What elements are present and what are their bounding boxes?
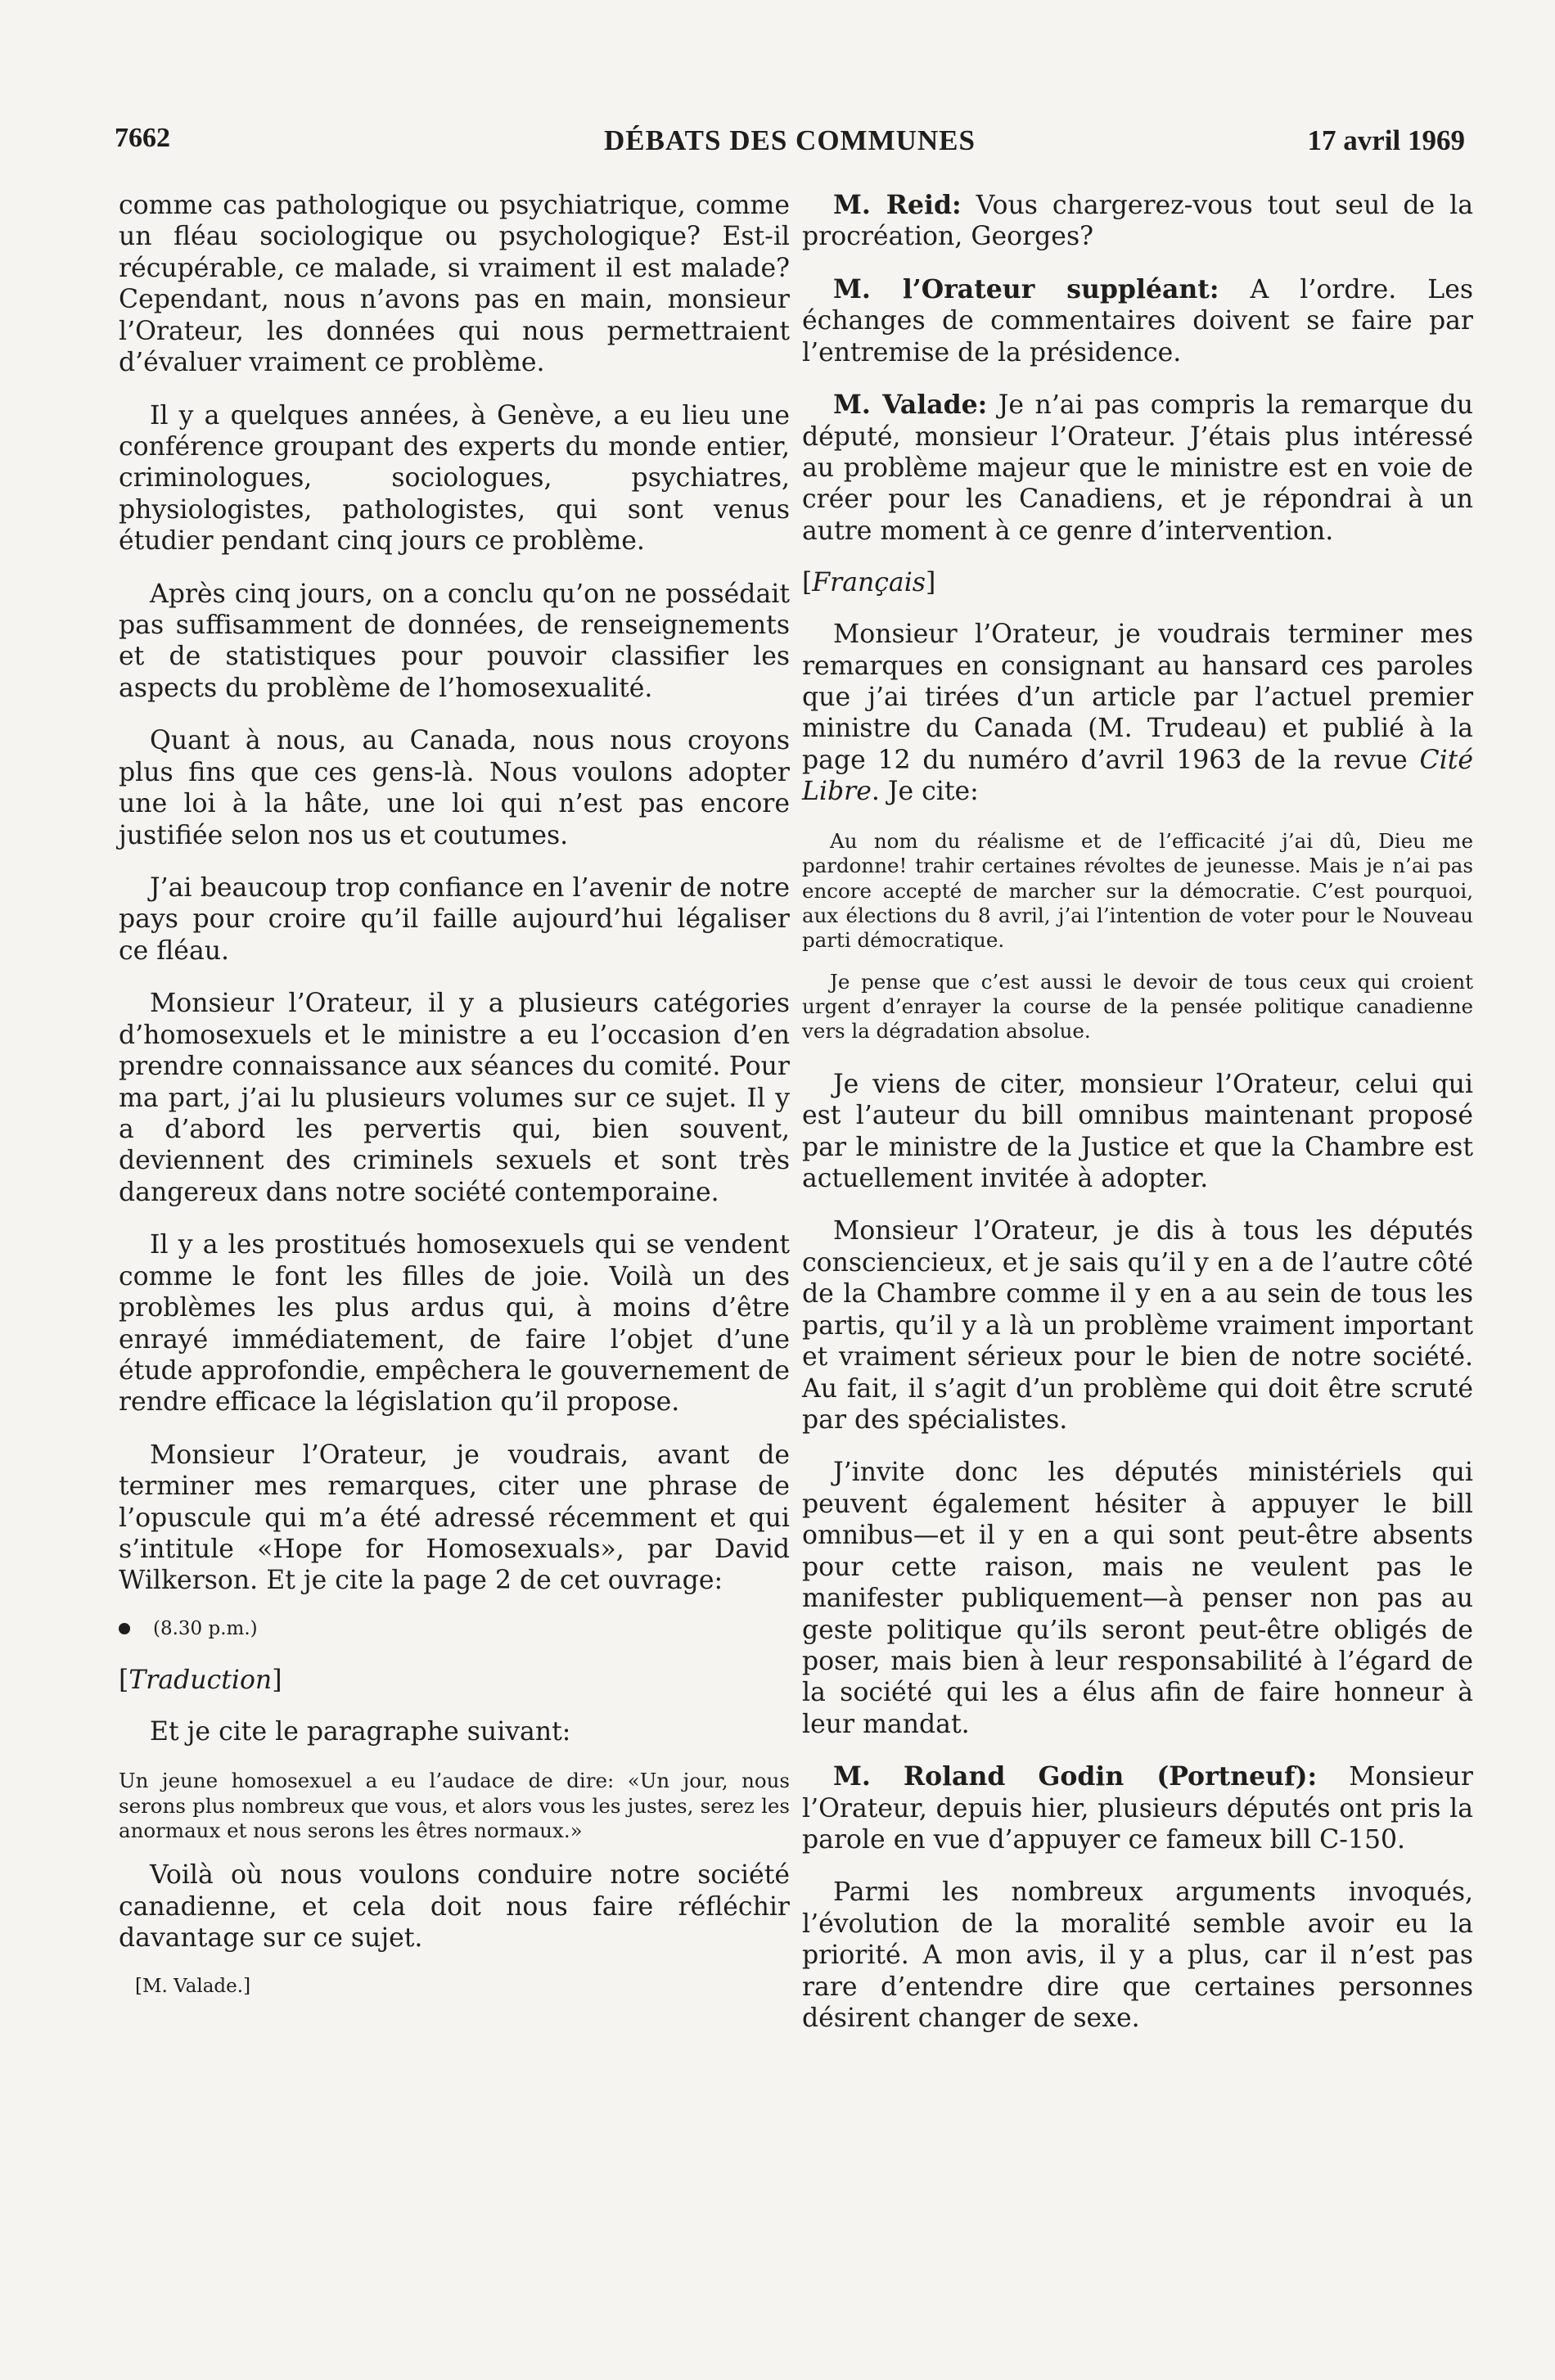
publication-title: Cité Libre	[802, 745, 1473, 807]
french-marker: [Français]	[802, 568, 936, 598]
speaker-name: M. Reid:	[833, 190, 962, 220]
french-marker-text: Français	[812, 568, 926, 598]
speech-godin	[802, 1761, 1473, 1855]
paragraph: Quant à nous, au Canada, nous nous croyons plus fins que ces gens-là. Nous voulons adopter une loi à la hâte, une loi qui n’est pas encore justifiée selon nos us et coutumes.	[119, 726, 790, 850]
paragraph: J’ai beaucoup trop confiance en l’avenir de notre pays pour croire qu’il faille aujourd’hui légaliser ce fléau.	[119, 873, 790, 966]
page-header	[115, 123, 1465, 164]
paragraph: Et je cite le paragraphe suivant:	[150, 1716, 571, 1747]
speaker-attribution: [M. Valade.]	[135, 1975, 251, 1997]
speaker-name: M. l’Orateur suppléant:	[833, 273, 1219, 304]
speech-valade	[802, 390, 1473, 547]
paragraph: Il y a les prostitués homosexuels qui se vendent comme le font les filles de joie. Voilà un des problèmes les plus ardus qui, à moins d’être enrayé immédiatement, de faire l’objet d’une étude approfondie, empêchera le gouvernement de rendre efficace la législation qu’il propose.	[119, 1230, 790, 1418]
speech-text: Vous chargerez-vous tout seul de la procréation, Georges?	[802, 191, 1473, 252]
block-quote: Un jeune homosexuel a eu l’audace de dire: «Un jour, nous serons plus nombreux que vous, et alors vous les justes, serez les anormaux et nous serons les êtres normaux.»	[119, 1769, 790, 1843]
speech-reid	[802, 190, 1473, 253]
speech-text: A l’ordre. Les échanges de commentaires doivent se faire par l’entremise de la présidence.	[802, 274, 1473, 367]
paragraph	[802, 619, 1473, 808]
timestamp-text: (8.30 p.m.)	[153, 1617, 258, 1639]
block-quote: Je pense que c’est aussi le devoir de tous ceux qui croient urgent d’enrayer la course de la pensée politique canadienne vers la dégradation absolue.	[802, 969, 1473, 1044]
paragraph: comme cas pathologique ou psychiatrique, comme un fléau sociologique ou psychologique? Est-il récupérable, ce malade, si vraiment il est malade? Cependant, nous n’avons pas en main, monsieur l’Orateur, les données qui nous permettraient d’évaluer vraiment ce problème.	[119, 191, 790, 378]
speech-orateur-suppleant	[802, 274, 1473, 368]
paragraph: Monsieur l’Orateur, il y a plusieurs catégories d’homosexuels et le ministre a eu l’occasion d’en prendre connaissance aux séances du comité. Pour ma part, j’ai lu plusieurs volumes sur ce sujet. Il y a d’abord les pervertis qui, bien souvent, deviennent des criminels sexuels et sont très dangereux dans notre société contemporaine.	[119, 989, 790, 1207]
running-head: DÉBATS DES COMMUNES	[604, 124, 976, 156]
page-date: 17 avril 1969	[1307, 124, 1465, 156]
block-quote: Au nom du réalisme et de l’efficacité j’ai dû, Dieu me pardonne! trahir certaines révoltes de jeunesse. Mais je n’ai pas encore accepté de marcher sur la démocratie. C’est pourquoi, aux élections du 8 avril, j’ai l’intention de voter pour le Nouveau parti démocratique.	[802, 828, 1473, 953]
speaker-name: M. Roland Godin (Portneuf):	[833, 1761, 1318, 1792]
paragraph: Après cinq jours, on a conclu qu’on ne possédait pas suffisamment de données, de renseignements et de statistiques pour pouvoir classifier les aspects du problème de l’homosexualité.	[119, 579, 790, 703]
paragraph: Monsieur l’Orateur, je voudrais, avant de terminer mes remarques, citer une phrase de l’opuscule qui m’a été adressé récemment et qui s’intitule «Hope for Homosexuals», par David Wilkerson. Et je cite la page 2 de cet ouvrage:	[119, 1440, 790, 1596]
page-number: 7662	[115, 123, 170, 153]
paragraph: Il y a quelques années, à Genève, a eu lieu une conférence groupant des experts du monde entier, criminologues, sociologues, psychiatres, physiologistes, pathologistes, qui sont venus étudier pendant cinq jours ce problème.	[119, 400, 790, 557]
paragraph-text-end: . Je cite:	[871, 777, 979, 807]
translation-marker-text: Traduction	[128, 1665, 273, 1695]
paragraph-text: Monsieur l’Orateur, je voudrais terminer mes remarques en consignant au hansard ces paroles que j’ai tirées d’un article par l’actuel premier ministre du Canada (M. Trudeau) et publié à la page 12 du numéro d’avril 1963 de la revue	[802, 620, 1473, 775]
translation-marker: [Traduction]	[119, 1665, 282, 1695]
speaker-name: M. Valade:	[833, 390, 988, 421]
paragraph: Parmi les nombreux arguments invoqués, l’évolution de la moralité semble avoir eu la priorité. A mon avis, il y a plus, car il n’est pas rare d’entendre dire que certaines personnes désirent changer de sexe.	[802, 1877, 1473, 2034]
speech-text: Je n’ai pas compris la remarque du député, monsieur l’Orateur. J’étais plus intéressé au problème majeur que le ministre est en voie de créer pour les Canadiens, et je répondrai à un autre moment à ce genre d’intervention.	[802, 390, 1473, 546]
right-column	[802, 190, 1473, 2056]
paragraph: Voilà où nous voulons conduire notre société canadienne, et cela doit nous faire réfléchir davantage sur ce sujet.	[119, 1860, 790, 1954]
bullet-icon	[119, 1623, 130, 1634]
paragraph: Je viens de citer, monsieur l’Orateur, celui qui est l’auteur du bill omnibus maintenant proposé par le ministre de la Justice et que la Chambre est actuellement invitée à adopter.	[802, 1069, 1473, 1194]
left-column	[119, 190, 790, 1997]
timestamp	[119, 1618, 790, 1639]
speech-text: Monsieur l’Orateur, depuis hier, plusieurs députés ont pris la parole en vue d’appuyer ce fameux bill C-150.	[802, 1762, 1473, 1855]
paragraph: Monsieur l’Orateur, je dis à tous les députés consciencieux, et je sais qu’il y en a de l’autre côté de la Chambre comme il y en a au sein de tous les partis, qu’il y a là un problème vraiment important et vraiment sérieux pour le bien de notre société. Au fait, il s’agit d’un problème qui doit être scruté par des spécialistes.	[802, 1216, 1473, 1435]
paragraph: J’invite donc les députés ministériels qui peuvent également hésiter à appuyer le bill omnibus—et il y en a qui sont peut-être absents pour cette raison, mais ne veulent pas le manifester publiquement—à penser non pas au geste politique qu’ils seront peut-être obligés de poser, mais bien à leur responsabilité à l’égard de la société qui les a élus afin de faire honneur à leur mandat.	[802, 1458, 1473, 1739]
